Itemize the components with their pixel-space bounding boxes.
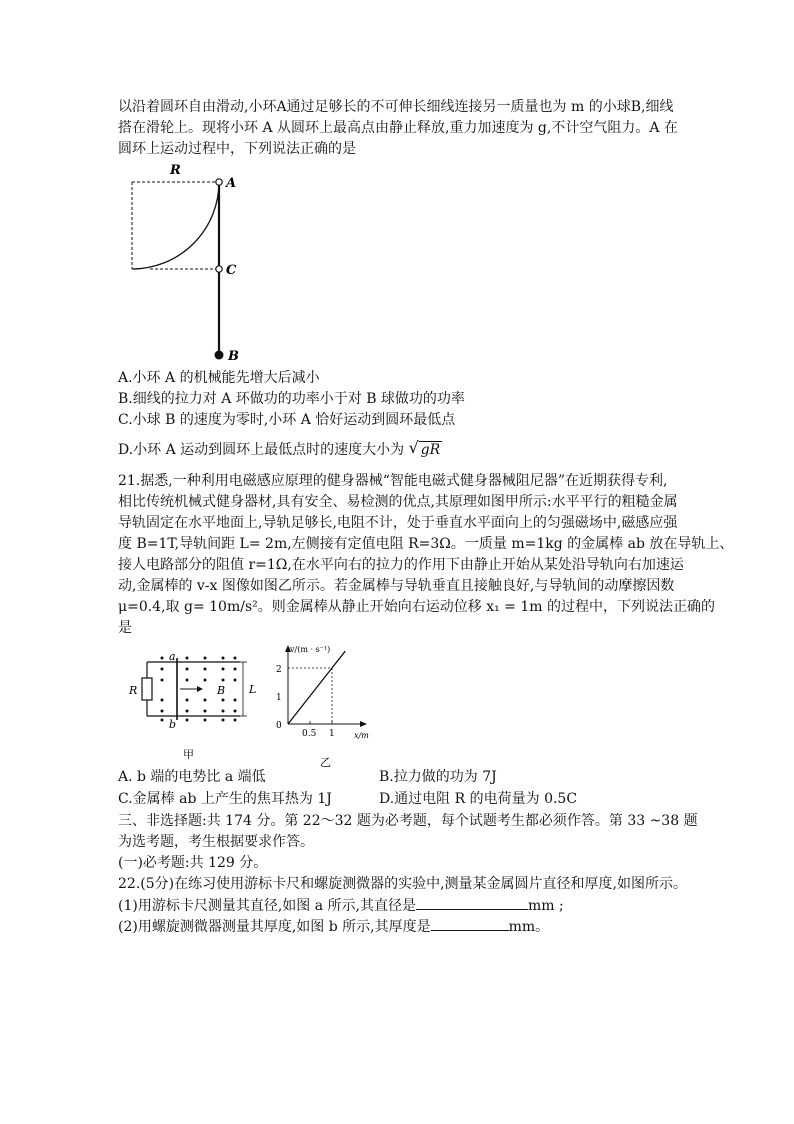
q21-figure-jia (125, 648, 260, 768)
q20-option-d-text: D.小环 A 运动到圆环上最低点时的速度大小为 (118, 442, 405, 458)
section3-line-3: (一)必考题:共 129 分。 (118, 855, 268, 871)
q20-option-d (118, 440, 794, 460)
field-dot (222, 710, 225, 713)
y-tick-label: 2 (276, 665, 282, 675)
x-axis-arrow-icon (360, 721, 367, 727)
chart-ylabel: v/(m · s⁻¹) (290, 645, 331, 654)
q21-option-a: A. b 端的电势比 a 端低 (118, 769, 266, 785)
section3-line-1: 三、非选择题:共 174 分。第 22～32 题为必考题，每个试题考生都必须作答。第 33 ~38 题 (118, 813, 698, 829)
q20-ring-figure (122, 160, 252, 365)
answer-blank-thickness[interactable] (431, 916, 509, 931)
series-line (288, 651, 345, 724)
answer-blank-diameter[interactable] (416, 895, 528, 910)
x-tick-label: 1 (329, 729, 335, 739)
q21-figure-yi-chart (264, 642, 384, 768)
figure-jia-caption: 甲 (183, 748, 194, 761)
field-dot (234, 719, 237, 722)
field-dot (186, 668, 189, 671)
sqrt-expression (409, 440, 443, 460)
field-dot (186, 699, 189, 702)
field-dot (222, 657, 225, 660)
field-dot (204, 668, 207, 671)
field-dot (234, 699, 237, 702)
q22-part-1 (118, 895, 794, 916)
label-r: R (170, 163, 181, 178)
sqrt-sign-icon: √ (408, 438, 419, 457)
field-dot (161, 657, 164, 660)
field-dot (204, 699, 207, 702)
field-dot (234, 657, 237, 660)
resistor-label: R (129, 684, 138, 697)
q21-stem-line-2: 相比传统机械式健身器材,具有安全、易检测的优点,其原理如图甲所示:水平平行的粗糙金属 (118, 494, 678, 510)
field-dot (204, 679, 207, 682)
figure-yi-caption: 乙 (320, 756, 331, 768)
field-dot (204, 719, 207, 722)
field-dot (222, 679, 225, 682)
field-dot (186, 719, 189, 722)
field-dot (222, 668, 225, 671)
q20-option-a: A.小环 A 的机械能先增大后减小 (118, 370, 320, 386)
field-dot (186, 679, 189, 682)
rail-spacing-label: L (249, 683, 257, 696)
q20-option-c: C.小球 B 的速度为零时,小环 A 恰好运动到圆环最低点 (118, 412, 456, 428)
field-label: B (217, 684, 226, 697)
q20-stem-line-3: 圆环上运动过程中，下列说法正确的是 (118, 141, 356, 157)
q22-part-1-text: (1)用游标卡尺测量其直径,如图 a 所示,其直径是 (118, 898, 416, 914)
field-dot (222, 719, 225, 722)
q21-stem-line-8: 是 (118, 620, 132, 636)
q21-stem-line-1: 21.据悉,一种利用电磁感应原理的健身器械“智能电磁式健身器械阻尼器”在近期获得专利, (118, 473, 668, 489)
field-dot (186, 657, 189, 660)
y-tick-label: 1 (276, 693, 282, 703)
sqrt-radicand: gR (420, 442, 441, 458)
q21-stem-line-6: 动,金属棒的 v-x 图像如图乙所示。若金属棒与导轨垂直且接触良好,与导轨间的动摩擦因数 (118, 578, 675, 594)
q21-stem-line-7: μ=0.4,取 g= 10m/s²。则金属棒从静止开始向右运动位移 x₁ = 1m 的过程中，下列说法正确的 (118, 599, 715, 615)
field-dot (204, 710, 207, 713)
rod-end-b-label: b (169, 718, 177, 731)
q22-part-2 (118, 916, 794, 937)
field-dot (222, 699, 225, 702)
field-dot (161, 699, 164, 702)
x-tick-label: 0.5 (302, 729, 317, 739)
label-b: B (228, 349, 239, 364)
q20-option-b: B.细线的拉力对 A 环做功的功率小于对 B 球做功的功率 (118, 391, 465, 407)
q21-option-b: B.拉力做的功为 7J (379, 769, 497, 785)
chart-xlabel: x/m (354, 731, 369, 740)
field-dot (204, 657, 207, 660)
q20-stem-line-1: 以沿着圆环自由滑动,小环A通过足够长的不可伸长细线连接另一质量也为 m 的小球B,细线 (118, 99, 674, 115)
q21-option-c: C.金属棒 ab 上产生的焦耳热为 1J (118, 791, 332, 807)
q22-part-2-unit: mm。 (508, 919, 550, 935)
section3-line-2: 为选考题，考生根据要求作答。 (118, 834, 314, 850)
field-dot (161, 719, 164, 722)
rod-end-a-label: a (169, 650, 176, 663)
field-dot (234, 679, 237, 682)
q20-stem-line-2: 搭在滑轮上。现将小环 A 从圆环上最高点由静止释放,重力加速度为 g,不计空气阻力。A 在 (118, 120, 678, 136)
q22-part-1-unit: mm ; (527, 898, 564, 914)
field-dot (161, 668, 164, 671)
field-dot (234, 710, 237, 713)
q22-stem: 22.(5分)在练习使用游标卡尺和螺旋测微器的实验中,测量某金属圆片直径和厚度,如图所示。 (118, 876, 687, 892)
q21-stem-line-5: 接人电路部分的阻值 r=1Ω,在水平向右的拉力的作用下由静止开始从某处沿导轨向右加速运 (118, 557, 684, 573)
field-dot (161, 710, 164, 713)
label-a: A (226, 176, 237, 191)
y-tick-label: 0 (276, 721, 282, 731)
field-dot (186, 710, 189, 713)
field-dot (234, 668, 237, 671)
q21-stem-line-4: 度 B=1T,导轨间距 L= 2m,左侧接有定值电阻 R=3Ω。一质量 m=1kg 的金属棒 ab 放在导轨上、 (118, 536, 734, 552)
label-c: C (226, 263, 237, 278)
field-dot (161, 679, 164, 682)
q21-stem-line-3: 导轨固定在水平地面上,导轨足够长,电阻不计，处于垂直水平面向上的匀强磁场中,磁感应强 (118, 515, 678, 531)
q21-option-d: D.通过电阻 R 的电荷量为 0.5C (379, 791, 578, 807)
q22-part-2-text: (2)用螺旋测微器测量其厚度,如图 b 所示,其厚度是 (118, 919, 431, 935)
